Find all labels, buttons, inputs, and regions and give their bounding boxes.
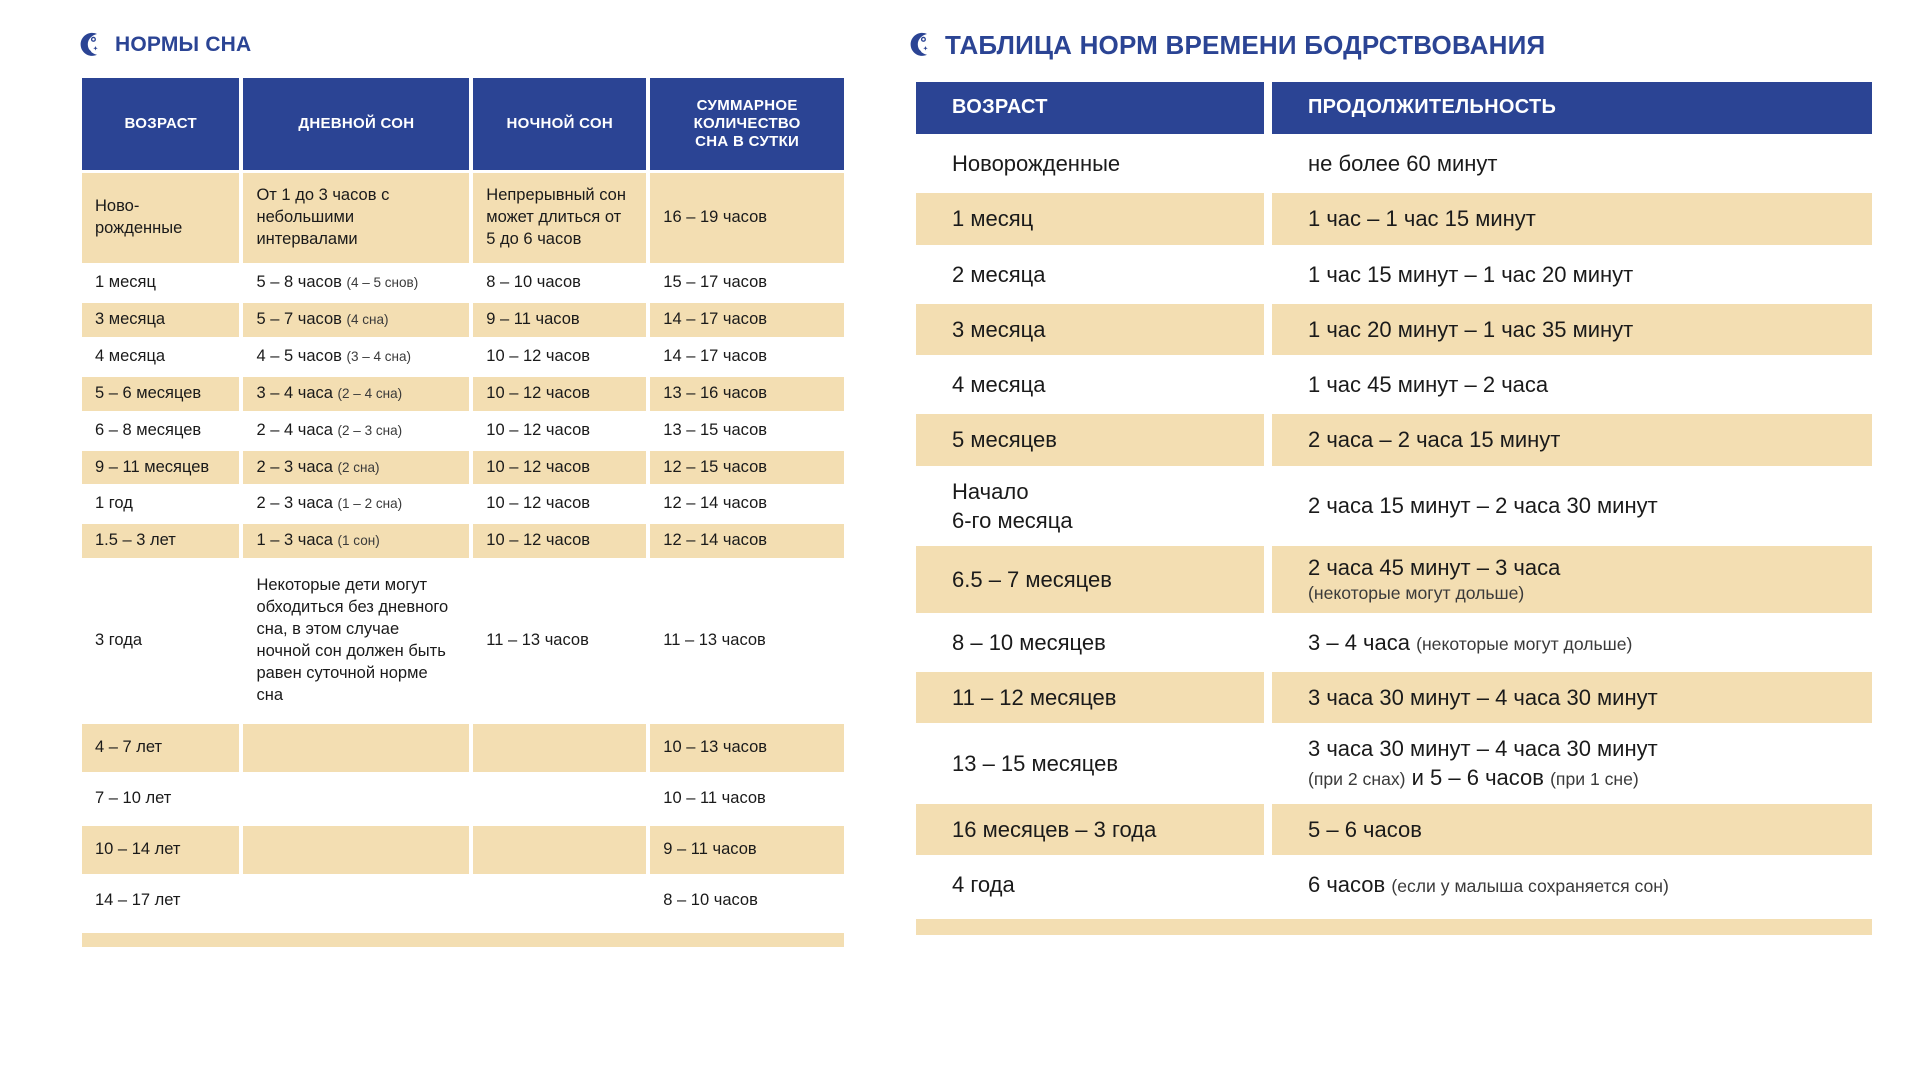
age-value: 10 – 14 лет	[95, 839, 181, 858]
night-sleep-value: 10 – 12 часов	[486, 383, 591, 402]
day-sleep-value: Некоторые дети могут обходиться без дневного сна, в этом случае ночной сон должен быть равен суточной норме сна	[256, 576, 449, 704]
night-sleep-value: 10 – 12 часов	[486, 457, 591, 476]
table-row	[82, 303, 844, 337]
cell-total-sleep	[650, 266, 844, 300]
duration-note-a: (при 2 снах)	[1308, 769, 1406, 790]
duration-note: (некоторые могут дольше)	[1308, 583, 1525, 604]
total-sleep-value: 12 – 14 часов	[663, 531, 768, 550]
cell-age	[916, 414, 1264, 465]
cell-duration	[1272, 617, 1872, 668]
table-row	[82, 724, 844, 772]
cell-age	[916, 546, 1264, 613]
total-sleep-value: 15 – 17 часов	[663, 272, 768, 291]
total-sleep-value: 13 – 15 часов	[663, 420, 768, 439]
age-line-1: Ново-	[95, 196, 140, 215]
column-header-duration: ПРОДОЛЖИТЕЛЬНОСТЬ	[1272, 82, 1872, 134]
cell-night-sleep	[473, 775, 646, 823]
left-panel	[78, 0, 848, 947]
table-row	[916, 727, 1872, 800]
night-sleep-value: 9 – 11 часов	[486, 309, 580, 328]
cell-age	[916, 804, 1264, 855]
cell-total-sleep	[650, 524, 844, 558]
age-value: 5 месяцев	[952, 427, 1057, 453]
table-row	[916, 804, 1872, 855]
cell-duration	[1272, 359, 1872, 410]
cell-duration	[1272, 193, 1872, 244]
duration-value: 6 часов	[1308, 871, 1386, 897]
duration-value: 2 часа 15 минут – 2 часа 30 минут	[1308, 493, 1658, 519]
night-sleep-value: 10 – 12 часов	[486, 531, 591, 550]
age-value: 1 год	[95, 494, 133, 513]
table-row	[82, 775, 844, 823]
day-sleep-value: 4 – 5 часов	[256, 346, 342, 365]
moon-stars-icon	[78, 32, 104, 58]
age-value: 3 месяца	[95, 309, 166, 328]
night-sleep-value: 11 – 13 часов	[486, 631, 589, 650]
total-header-line-3: СНА В СУТКИ	[695, 132, 800, 150]
table-row	[916, 249, 1872, 300]
duration-note: (если у малыша сохраняется сон)	[1391, 875, 1669, 896]
cell-day-sleep	[243, 377, 469, 411]
cell-age	[916, 672, 1264, 723]
age-value: 6 – 8 месяцев	[95, 420, 202, 439]
cell-age	[82, 173, 239, 263]
cell-age	[916, 727, 1264, 800]
cell-duration	[1272, 249, 1872, 300]
table-row	[82, 451, 844, 485]
table-row	[916, 193, 1872, 244]
total-sleep-value: 12 – 15 часов	[663, 457, 768, 476]
total-sleep-value: 9 – 11 часов	[663, 839, 757, 858]
cell-night-sleep	[473, 724, 646, 772]
duration-value: 1 час 15 минут – 1 час 20 минут	[1308, 261, 1634, 287]
cell-duration	[1272, 546, 1872, 613]
column-header-total-sleep	[650, 78, 844, 170]
cell-duration	[1272, 414, 1872, 465]
total-sleep-value: 14 – 17 часов	[663, 309, 768, 328]
cell-duration	[1272, 727, 1872, 800]
table-row	[916, 138, 1872, 189]
day-sleep-value: 5 – 8 часов	[256, 272, 342, 291]
cell-age	[82, 826, 239, 874]
day-sleep-note: (1 сон)	[337, 533, 380, 549]
cell-total-sleep	[650, 487, 844, 521]
cell-total-sleep	[650, 414, 844, 448]
column-header-age: ВОЗРАСТ	[82, 78, 239, 170]
table-row	[82, 340, 844, 374]
age-value: 8 – 10 месяцев	[952, 629, 1106, 655]
right-table-bottom-strip	[916, 919, 1872, 935]
column-header-day-sleep: ДНЕВНОЙ СОН	[243, 78, 469, 170]
age-value: 1 месяц	[95, 272, 156, 291]
day-sleep-value: 2 – 3 часа	[256, 457, 333, 476]
table-row	[82, 487, 844, 521]
cell-age	[82, 775, 239, 823]
cell-age	[82, 724, 239, 772]
duration-value: 2 часа – 2 часа 15 минут	[1308, 427, 1561, 453]
day-sleep-note: (4 сна)	[346, 311, 389, 327]
table-row	[82, 173, 844, 263]
cell-age	[916, 304, 1264, 355]
age-value: 4 месяца	[952, 372, 1046, 397]
cell-age	[82, 266, 239, 300]
cell-total-sleep	[650, 340, 844, 374]
table-row	[916, 672, 1872, 723]
age-value: 4 – 7 лет	[95, 737, 163, 756]
cell-age	[82, 451, 239, 485]
night-sleep-value: 8 – 10 часов	[486, 272, 581, 291]
column-header-night-sleep: НОЧНОЙ СОН	[473, 78, 646, 170]
duration-value: 2 часа 45 минут – 3 часа	[1308, 555, 1561, 580]
total-header-line-2: КОЛИЧЕСТВО	[693, 115, 801, 133]
cell-total-sleep	[650, 173, 844, 263]
duration-value: 3 – 4 часа	[1308, 629, 1410, 655]
cell-age	[916, 138, 1264, 189]
age-value: 6.5 – 7 месяцев	[952, 566, 1112, 592]
age-value: 13 – 15 месяцев	[952, 750, 1119, 776]
cell-total-sleep	[650, 451, 844, 485]
cell-night-sleep	[473, 487, 646, 521]
cell-day-sleep	[243, 877, 469, 925]
night-sleep-value: 10 – 12 часов	[486, 346, 591, 365]
table-header-row	[916, 82, 1872, 134]
cell-age	[82, 414, 239, 448]
cell-age	[82, 487, 239, 521]
table-row	[82, 826, 844, 874]
cell-duration	[1272, 672, 1872, 723]
day-sleep-value: 5 – 7 часов	[256, 309, 342, 328]
cell-age	[82, 561, 239, 721]
cell-age	[916, 193, 1264, 244]
cell-day-sleep	[243, 561, 469, 721]
cell-night-sleep	[473, 266, 646, 300]
cell-age	[916, 617, 1264, 668]
age-value: 1.5 – 3 лет	[95, 531, 176, 550]
total-sleep-value: 11 – 13 часов	[663, 631, 766, 650]
table-row	[916, 617, 1872, 668]
cell-night-sleep	[473, 877, 646, 925]
age-line-2: рожденные	[95, 218, 183, 237]
total-sleep-value: 12 – 14 часов	[663, 494, 768, 513]
duration-note: (некоторые могут дольше)	[1416, 633, 1633, 654]
cell-night-sleep	[473, 451, 646, 485]
column-header-age: ВОЗРАСТ	[916, 82, 1264, 134]
cell-total-sleep	[650, 561, 844, 721]
duration-note-b: и 5 – 6 часов	[1411, 765, 1544, 791]
cell-night-sleep	[473, 414, 646, 448]
cell-total-sleep	[650, 826, 844, 874]
cell-night-sleep	[473, 173, 646, 263]
day-sleep-note: (2 – 3 сна)	[337, 422, 403, 438]
table-row	[916, 470, 1872, 543]
cell-age	[82, 340, 239, 374]
night-sleep-value: 10 – 12 часов	[486, 420, 591, 439]
duration-value: не более 60 минут	[1308, 151, 1498, 176]
cell-total-sleep	[650, 775, 844, 823]
cell-age	[916, 249, 1264, 300]
total-sleep-value: 14 – 17 часов	[663, 346, 768, 365]
sleep-norms-table	[78, 75, 848, 928]
day-sleep-note: (1 – 2 сна)	[337, 496, 403, 512]
cell-night-sleep	[473, 826, 646, 874]
age-value: 2 месяца	[952, 261, 1046, 287]
table-row	[82, 266, 844, 300]
cell-day-sleep	[243, 524, 469, 558]
total-sleep-value: 10 – 13 часов	[663, 737, 768, 756]
cell-total-sleep	[650, 377, 844, 411]
cell-duration	[1272, 138, 1872, 189]
left-title-row	[78, 28, 848, 62]
age-line-1: Начало	[952, 478, 1029, 504]
table-row	[82, 524, 844, 558]
cell-night-sleep	[473, 524, 646, 558]
right-title-row	[908, 28, 1880, 62]
duration-value: 1 час 20 минут – 1 час 35 минут	[1308, 316, 1634, 342]
cell-duration	[1272, 859, 1872, 910]
table-row	[916, 414, 1872, 465]
duration-value: 1 час – 1 час 15 минут	[1308, 206, 1536, 232]
cell-age	[916, 359, 1264, 410]
table-row	[82, 377, 844, 411]
left-panel-title: НОРМЫ СНА	[115, 33, 252, 56]
total-sleep-value: 8 – 10 часов	[663, 890, 758, 909]
duration-value: 3 часа 30 минут – 4 часа 30 минут	[1308, 684, 1658, 710]
age-value: 4 месяца	[95, 346, 166, 365]
total-header-line-1: СУММАРНОЕ	[696, 97, 798, 115]
age-value: Новорожденные	[952, 151, 1121, 176]
table-header-row	[82, 78, 844, 170]
cell-day-sleep	[243, 266, 469, 300]
cell-night-sleep	[473, 340, 646, 374]
cell-night-sleep	[473, 303, 646, 337]
day-sleep-value: 3 – 4 часа	[256, 383, 333, 402]
age-line-2: 6-го месяца	[952, 507, 1073, 533]
cell-day-sleep	[243, 414, 469, 448]
cell-duration	[1272, 804, 1872, 855]
cell-day-sleep	[243, 487, 469, 521]
cell-total-sleep	[650, 724, 844, 772]
duration-note-c: (при 1 сне)	[1550, 769, 1639, 790]
duration-value: 5 – 6 часов	[1308, 816, 1422, 842]
right-panel-title: ТАБЛИЦА НОРМ ВРЕМЕНИ БОДРСТВОВАНИЯ	[945, 29, 1546, 60]
total-sleep-value: 13 – 16 часов	[663, 383, 768, 402]
night-sleep-value: Непрерывный сон может длиться от 5 до 6 часов	[486, 186, 626, 248]
table-row	[916, 859, 1872, 910]
age-value: 9 – 11 месяцев	[95, 457, 210, 476]
age-value: 4 года	[952, 871, 1015, 897]
age-value: 14 – 17 лет	[95, 890, 181, 909]
table-row	[82, 414, 844, 448]
cell-day-sleep	[243, 340, 469, 374]
cell-total-sleep	[650, 303, 844, 337]
table-row	[916, 359, 1872, 410]
day-sleep-value: От 1 до 3 часов с небольшими интервалами	[256, 186, 390, 248]
cell-age	[82, 524, 239, 558]
cell-age	[82, 303, 239, 337]
left-table-bottom-strip	[82, 933, 844, 947]
wake-windows-table	[908, 78, 1880, 914]
duration-value: 3 часа 30 минут – 4 часа 30 минут	[1308, 736, 1658, 762]
day-sleep-note: (4 – 5 снов)	[346, 274, 419, 290]
cell-night-sleep	[473, 377, 646, 411]
night-sleep-value: 10 – 12 часов	[486, 494, 591, 513]
right-panel	[908, 0, 1880, 935]
table-row	[916, 546, 1872, 613]
day-sleep-note: (2 – 4 сна)	[337, 385, 403, 401]
cell-age	[916, 859, 1264, 910]
cell-night-sleep	[473, 561, 646, 721]
age-value: 3 года	[95, 631, 143, 650]
day-sleep-note: (3 – 4 сна)	[346, 348, 412, 364]
table-row	[916, 304, 1872, 355]
age-value: 5 – 6 месяцев	[95, 383, 202, 402]
age-value: 3 месяца	[952, 316, 1046, 342]
cell-day-sleep	[243, 724, 469, 772]
cell-duration	[1272, 304, 1872, 355]
cell-age	[82, 877, 239, 925]
age-value: 7 – 10 лет	[95, 788, 172, 807]
total-sleep-value: 10 – 11 часов	[663, 788, 766, 807]
cell-duration	[1272, 470, 1872, 543]
table-row	[82, 877, 844, 925]
cell-day-sleep	[243, 826, 469, 874]
cell-age	[82, 377, 239, 411]
total-sleep-value: 16 – 19 часов	[663, 207, 768, 226]
duration-value: 1 час 45 минут – 2 часа	[1308, 372, 1549, 397]
cell-day-sleep	[243, 775, 469, 823]
age-value: 16 месяцев – 3 года	[952, 816, 1157, 842]
cell-day-sleep	[243, 303, 469, 337]
age-value: 11 – 12 месяцев	[952, 684, 1117, 710]
moon-stars-icon	[908, 32, 934, 58]
day-sleep-value: 2 – 3 часа	[256, 494, 333, 513]
day-sleep-note: (2 сна)	[337, 459, 380, 475]
age-value: 1 месяц	[952, 206, 1034, 232]
table-row	[82, 561, 844, 721]
cell-day-sleep	[243, 451, 469, 485]
cell-total-sleep	[650, 877, 844, 925]
day-sleep-value: 2 – 4 часа	[256, 420, 333, 439]
cell-age	[916, 470, 1264, 543]
cell-day-sleep	[243, 173, 469, 263]
day-sleep-value: 1 – 3 часа	[256, 531, 333, 550]
